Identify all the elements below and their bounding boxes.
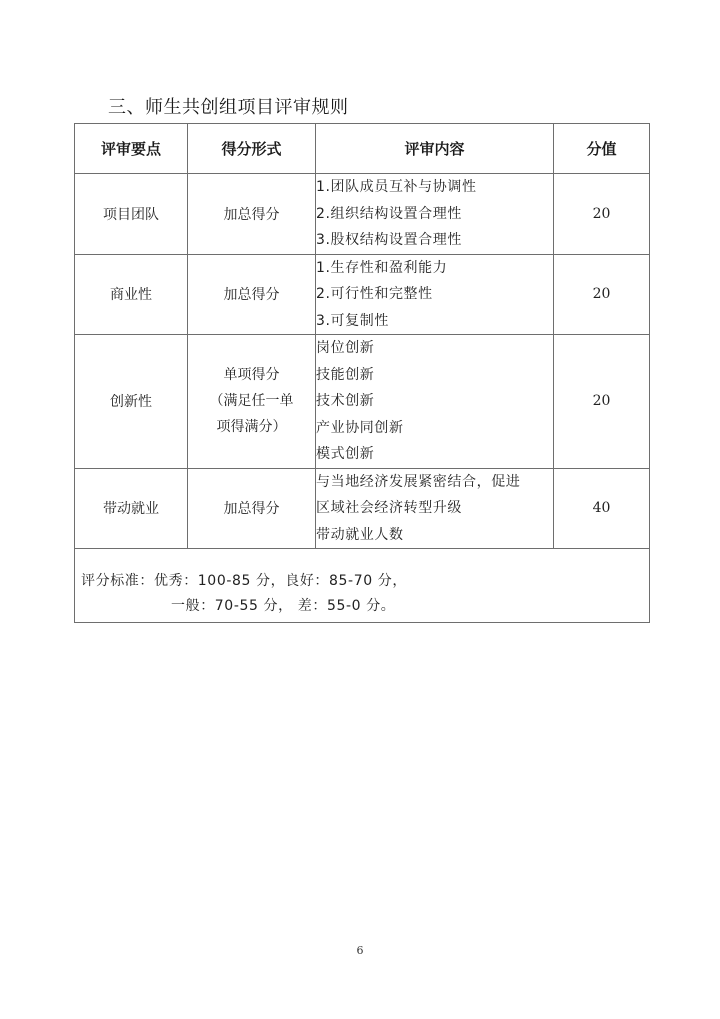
header-score-value: 分值 <box>554 124 650 174</box>
content-line: 1.生存性和盈利能力 <box>316 259 448 276</box>
content-line: 3.股权结构设置合理性 <box>316 232 462 248</box>
score-form-cell: 加总得分 <box>188 468 316 549</box>
header-score-form: 得分形式 <box>188 124 316 174</box>
table-header-row <box>75 124 650 174</box>
review-point-cell: 带动就业 <box>75 468 188 549</box>
content-line: 1.团队成员互补与协调性 <box>316 179 477 195</box>
table-row <box>75 174 650 255</box>
score-form-line: 项得满分） <box>216 419 287 436</box>
content-line: 2.可行性和完整性 <box>316 286 433 302</box>
score-form-cell <box>188 335 316 469</box>
table-row <box>75 335 650 469</box>
header-review-content: 评审内容 <box>316 124 554 174</box>
score-form-line: 单项得分 <box>223 367 280 384</box>
review-content-cell <box>316 335 554 469</box>
score-value-cell: 20 <box>554 254 650 335</box>
score-form-line: （满足任一单 <box>209 393 294 410</box>
table-row <box>75 254 650 335</box>
review-content-cell <box>316 254 554 335</box>
content-line: 岗位创新 <box>316 340 375 356</box>
review-content-cell <box>316 468 554 549</box>
scoring-standard-row <box>75 549 650 623</box>
content-line: 3.可复制性 <box>316 312 389 329</box>
content-line: 技能创新 <box>316 366 375 383</box>
review-content-cell <box>316 174 554 255</box>
content-line: 产业协同创新 <box>316 419 404 436</box>
header-review-point: 评审要点 <box>75 124 188 174</box>
score-value-cell: 20 <box>554 174 650 255</box>
scoring-standard-cell <box>75 549 650 623</box>
content-line: 与当地经济发展紧密结合，促进 <box>316 473 521 490</box>
review-rules-table <box>74 123 650 623</box>
review-point-cell: 项目团队 <box>75 174 188 255</box>
content-line: 技术创新 <box>316 393 375 409</box>
section-title: 三、师生共创组项目评审规则 <box>108 97 349 118</box>
page-number: 6 <box>356 944 364 957</box>
score-form-cell: 加总得分 <box>188 254 316 335</box>
review-point-cell: 商业性 <box>75 254 188 335</box>
content-line: 2.组织结构设置合理性 <box>316 205 462 222</box>
review-point-cell: 创新性 <box>75 335 188 469</box>
scoring-standard-line-1: 评分标准：优秀：100-85 分，良好：85-70 分， <box>81 573 407 589</box>
score-value-cell: 40 <box>554 468 650 549</box>
content-line: 模式创新 <box>316 446 375 462</box>
content-line: 带动就业人数 <box>316 526 404 543</box>
table-row <box>75 468 650 549</box>
content-line: 区域社会经济转型升级 <box>316 500 462 516</box>
scoring-standard-line-2: 一般：70-55 分， 差：55-0 分。 <box>171 598 396 614</box>
score-form-cell: 加总得分 <box>188 174 316 255</box>
score-value-cell: 20 <box>554 335 650 469</box>
